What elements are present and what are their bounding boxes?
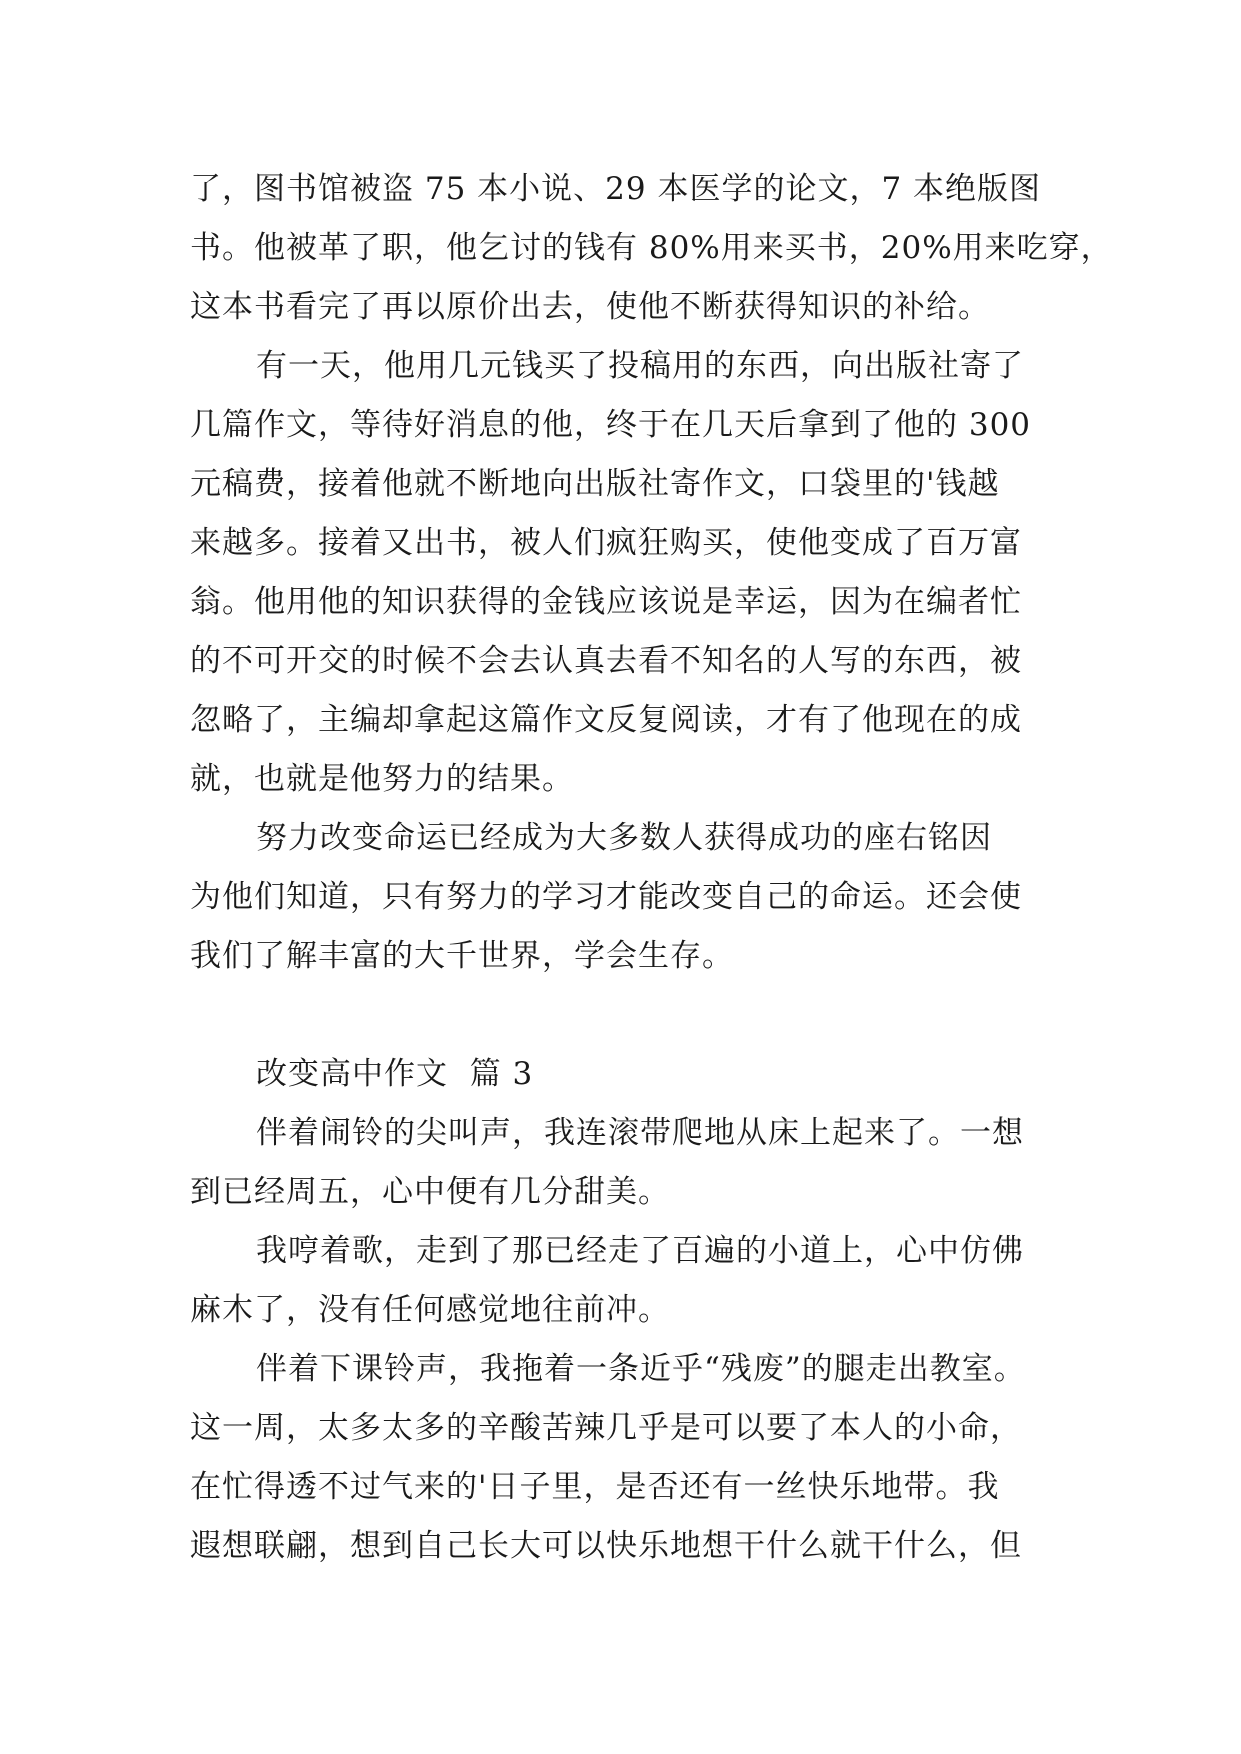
text-line: 了，图书馆被盗 75 本小说、29 本医学的论文，7 本绝版图: [190, 171, 1042, 207]
text-line: 伴着下课铃声，我拖着一条近乎“残废”的腿走出教室。: [256, 1351, 1026, 1387]
text-line: 就，也就是他努力的结果。: [190, 761, 574, 797]
text-line: 翁。他用他的知识获得的金钱应该说是幸运，因为在编者忙: [190, 584, 1022, 620]
section-paragraph-1: [190, 1104, 1090, 1222]
blank-line: [190, 986, 1090, 1045]
paragraph-2: [190, 337, 1090, 809]
text-line: 这本书看完了再以原价出去，使他不断获得知识的补给。: [190, 289, 990, 325]
text-line: 我们了解丰富的大千世界，学会生存。: [190, 938, 734, 974]
text-line: 这一周，太多太多的辛酸苦辣几乎是可以要了本人的小命，: [190, 1410, 1022, 1446]
paragraph-3: [190, 809, 1090, 986]
text-line: 麻木了，没有任何感觉地往前冲。: [190, 1292, 670, 1328]
document-body: [190, 160, 1113, 1576]
text-line: 元稿费，接着他就不断地向出版社寄作文，口袋里的'钱越: [190, 466, 1000, 502]
section-paragraph-2: [190, 1222, 1090, 1340]
text-line: 书。他被革了职，他乞讨的钱有 80%用来买书，20%用来吃穿，: [190, 230, 1113, 266]
text-line: 在忙得透不过气来的'日子里，是否还有一丝快乐地带。我: [190, 1469, 1000, 1505]
text-line: 努力改变命运已经成为大多数人获得成功的座右铭因: [256, 820, 992, 856]
text-line: 来越多。接着又出书，被人们疯狂购买，使他变成了百万富: [190, 525, 1022, 561]
text-line: 我哼着歌，走到了那已经走了百遍的小道上，心中仿佛: [256, 1233, 1024, 1269]
text-line: 遐想联翩，想到自己长大可以快乐地想干什么就干什么，但: [190, 1528, 1022, 1564]
text-line: 的不可开交的时候不会去认真去看不知名的人写的东西，被: [190, 643, 1022, 679]
text-line: 有一天，他用几元钱买了投稿用的东西，向出版社寄了: [256, 348, 1024, 384]
text-line: 伴着闹铃的尖叫声，我连滚带爬地从床上起来了。一想: [256, 1115, 1024, 1151]
section-title: 改变高中作文 篇 3: [256, 1056, 534, 1092]
text-line: 忽略了，主编却拿起这篇作文反复阅读，才有了他现在的成: [190, 702, 1022, 738]
text-line: 几篇作文，等待好消息的他，终于在几天后拿到了他的 300: [190, 407, 1032, 443]
paragraph-1: [190, 160, 1113, 337]
text-line: 为他们知道，只有努力的学习才能改变自己的命运。还会使: [190, 879, 1022, 915]
text-line: 到已经周五，心中便有几分甜美。: [190, 1174, 670, 1210]
section-paragraph-3: [190, 1340, 1090, 1576]
